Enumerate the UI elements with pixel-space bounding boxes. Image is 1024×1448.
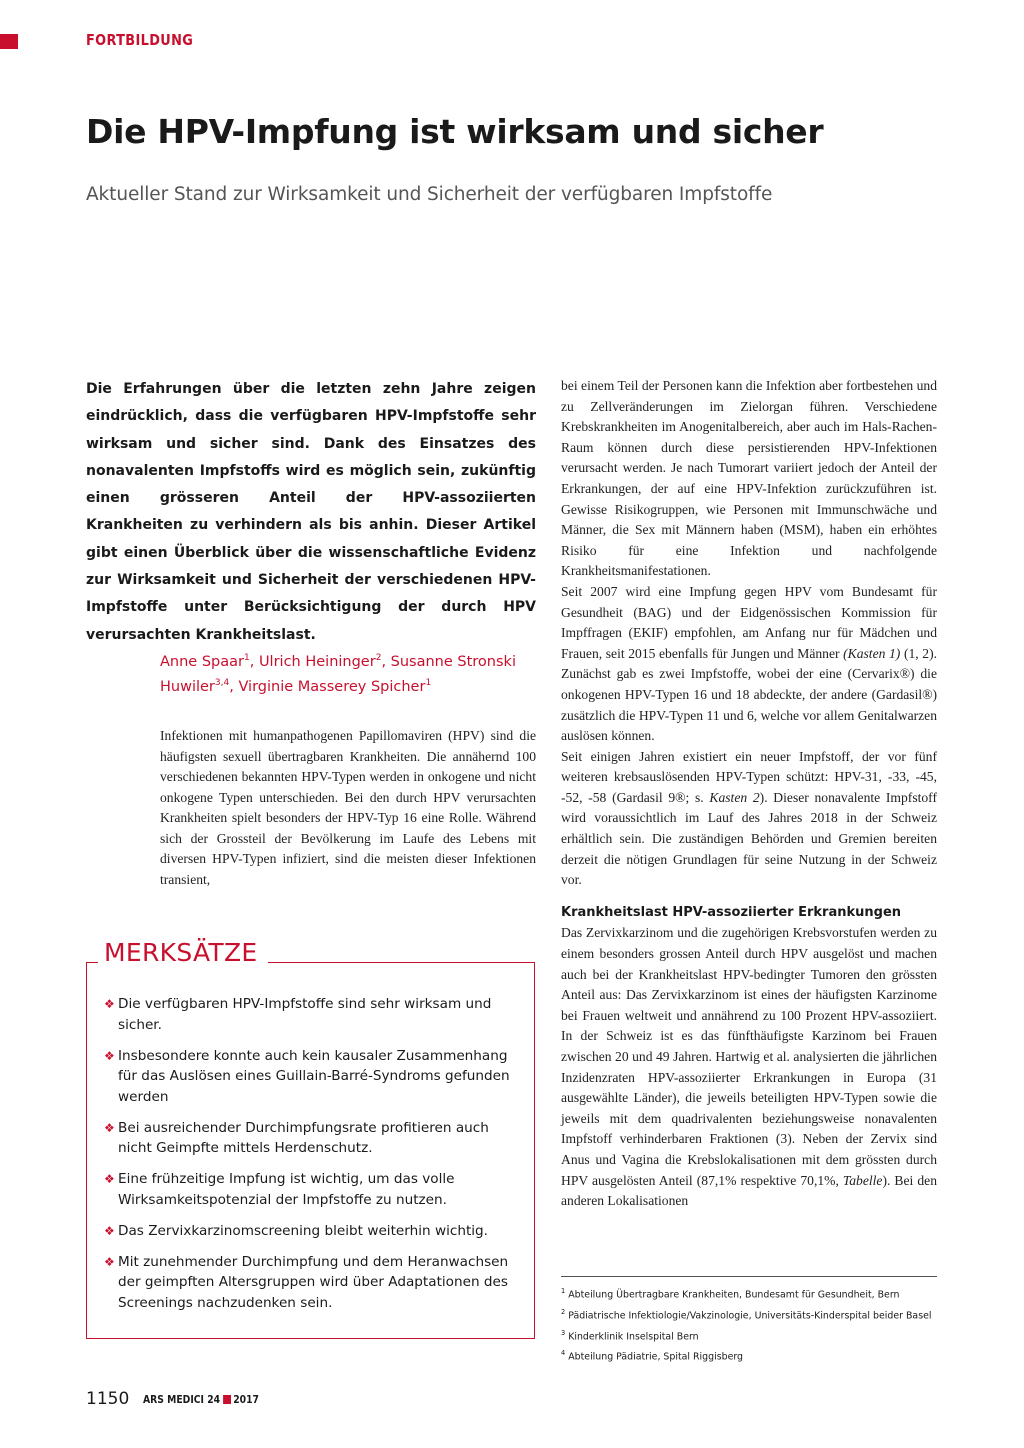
body-text: ). Bei den anderen Lokalisationen bbox=[561, 1172, 937, 1209]
footnote bbox=[561, 1304, 931, 1325]
bullet-icon: ❖ bbox=[104, 1223, 115, 1238]
article-title: Die HPV-Impfung ist wirksam und sicher bbox=[86, 112, 824, 151]
author-affiliation: 1 bbox=[425, 677, 432, 688]
section-heading: Krankheitslast HPV-assoziierter Erkrankungen bbox=[561, 904, 902, 920]
merksaetze-title: MERKSÄTZE bbox=[104, 938, 258, 967]
journal-info bbox=[143, 1394, 259, 1406]
box-border-right bbox=[268, 962, 535, 963]
footnote bbox=[561, 1283, 931, 1304]
bullet-icon: ❖ bbox=[104, 997, 115, 1011]
author-separator: , bbox=[381, 653, 391, 670]
page-number: 1150 bbox=[86, 1389, 130, 1409]
bullet-icon: ❖ bbox=[104, 1120, 115, 1135]
body-text: Seit 2007 wird eine Impfung gegen HPV vom Bundesamt für Gesundheit (BAG) und der Eidgenössischen Kommission für Impffragen (EKIF) empfohlen, am Anfang nur für Mädchen und Frauen, seit 2015 ebenfalls für Jungen und Männer bbox=[561, 583, 937, 661]
article-subtitle: Aktueller Stand zur Wirksamkeit und Sicherheit der verfügbaren Impfstoffe bbox=[86, 184, 773, 205]
intro-paragraph: Infektionen mit humanpathogenen Papillomaviren (HPV) sind die häufigsten sexuell übertragbaren Krankheiten. Die annähernd 100 verschiedenen bekannten HPV-Typen werden in onkogene und nicht onkogene Typen unterschieden. Bei den durch HPV verursachten Krankheiten spielt besonders der HPV-Typ 16 eine Rolle. Während sich der Grossteil der Bevölkerung im Laufe des Lebens mit diversen HPV-Typen infiziert, sind die meisten dieser Infektionen transient, bbox=[160, 728, 536, 887]
bullet-icon: ❖ bbox=[104, 1172, 115, 1186]
author-affiliation: 3,4 bbox=[214, 677, 230, 688]
section-label: FORTBILDUNG bbox=[86, 31, 194, 49]
body-paragraph bbox=[561, 923, 937, 1211]
journal-name: ARS MEDICI 24 bbox=[143, 1394, 221, 1406]
footnote-text: Pädiatrische Infektiologie/Vakzinologie, Universitäts-Kinderspital beider Basel bbox=[568, 1310, 932, 1322]
list-item-text: Mit zunehmender Durchimpfung und dem Heranwachsen der geimpften Altersgruppen wird über Adaptationen des Screenings nachzudenken sein. bbox=[118, 1253, 509, 1311]
list-item bbox=[104, 1118, 524, 1159]
author-name: Susanne Stronski Huwiler bbox=[160, 653, 516, 695]
list-item bbox=[104, 1046, 524, 1108]
footnote-divider bbox=[561, 1276, 937, 1277]
author-affiliation: 1 bbox=[243, 653, 250, 663]
author-name: Virginie Masserey Spicher bbox=[238, 678, 426, 695]
list-item bbox=[104, 1252, 524, 1314]
body-text: Seit einigen Jahren existiert ein neuer Impfstoff, der vor fünf weiteren krebsauslösenden HPV-Typen schützt: HPV-31, -33, -45, -52, -58 (Gardasil 9®; s. bbox=[561, 748, 937, 805]
bullet-icon: ❖ bbox=[104, 1048, 115, 1063]
footnote-text: Abteilung Pädiatrie, Spital Riggisberg bbox=[568, 1351, 744, 1363]
footnote-number: 3 bbox=[561, 1328, 566, 1337]
author-name: Anne Spaar bbox=[160, 653, 244, 670]
author-separator: , bbox=[229, 678, 239, 695]
bullet-icon: ❖ bbox=[104, 1254, 115, 1269]
table-reference: Tabelle bbox=[842, 1172, 883, 1188]
author-separator: , bbox=[249, 653, 259, 670]
author-affiliation: 2 bbox=[375, 653, 382, 663]
body-text: ). Dieser nonavalente Impfstoff wird voraussichtlich im Lauf des Jahres 2018 in der Schweiz erhältlich sein. Die zuständigen Behörden und Gremien bereiten derzeit die nötigen Grundlagen für seine Nutzung in der Schweiz vor. bbox=[561, 789, 937, 888]
box-border-left bbox=[86, 962, 98, 963]
list-item bbox=[104, 1169, 524, 1210]
list-item-text: Die verfügbaren HPV-Impfstoffe sind sehr wirksam und sicher. bbox=[118, 996, 492, 1033]
list-item-text: Insbesondere konnte auch kein kausaler Zusammenhang für das Auslösen eines Guillain-Barré-Syndroms gefunden werden bbox=[118, 1047, 510, 1105]
footnote-number: 4 bbox=[561, 1349, 566, 1358]
body-paragraph bbox=[561, 747, 937, 891]
footnote-text: Abteilung Übertragbare Krankheiten, Bundesamt für Gesundheit, Bern bbox=[568, 1289, 900, 1301]
list-item-text: Das Zervixkarzinomscreening bleibt weiterhin wichtig. bbox=[118, 1222, 488, 1239]
body-text: (1, 2). Zunächst gab es zwei Impfstoffe, wobei der eine (Cervarix®) die onkogenen HPV-Typen 16 und 18 abdeckte, der andere (Gardasil®) zusätzlich die HPV-Typen 11 und 6, welche vor allem Genitalwarzen auslösen können. bbox=[561, 645, 937, 744]
separator-square bbox=[223, 1395, 231, 1404]
list-item bbox=[104, 1221, 524, 1242]
merksaetze-list bbox=[104, 994, 524, 1324]
body-text: Das Zervixkarzinom und die zugehörigen Krebsvorstufen werden zu einem besonders grossen Anteil durch HPV ausgelöst und machen auch bei der Krankheitslast HPV-bedingter Tumoren den grössten Anteil aus: Das Zervixkarzinom ist eines der häufigsten Karzinome bei Frauen weltweit und annährend zu 100 Prozent HPV-assoziiert. In der Schweiz ist es das fünfthäufigste Karzinom bei Frauen zwischen 20 und 49 Jahren. Hartwig et al. analysierten die jährlichen Inzidenzraten HPV-assoziierter Erkrankungen in Europa (31 ausgewählte Länder), die jeweils beteiligten HPV-Typen sowie die jeweils mit dem quadrivalenten beziehungsweise nonavalenten Impfstoff verhinderbaren Fraktionen (3). Neben der Zervix sind Anus und Vagina die Krebslokalisationen mit dem grössten durch HPV ausgelösten Anteil (87,1% respektive 70,1%, bbox=[561, 925, 937, 1188]
footnote-number: 2 bbox=[561, 1307, 566, 1316]
abstract: Die Erfahrungen über die letzten zehn Jahre zeigen eindrücklich, dass die verfügbaren HPV-Impfstoffe sehr wirksam und sicher sind. Dank des Einsatzes des nonavalenten Impfstoffs wird es möglich sein, zukünftig einen grösseren Anteil der HPV-assoziierten Krankheiten zu verhindern als bis anhin. Dieser Artikel gibt einen Überblick über die wissenschaftliche Evidenz zur Wirksamkeit und Sicherheit der verschiedenen HPV-Impfstoffe unter Berücksichtigung der durch HPV verursachten Krankheitslast. bbox=[86, 381, 536, 643]
journal-year: 2017 bbox=[233, 1394, 259, 1406]
list-item-text: Eine frühzeitige Impfung ist wichtig, um das volle Wirksamkeitspotenzial der Impfstoffe zu nutzen. bbox=[118, 1171, 455, 1208]
section-marker bbox=[0, 34, 18, 49]
footnote-number: 1 bbox=[561, 1287, 566, 1295]
author-name: Ulrich Heininger bbox=[258, 653, 376, 670]
box-reference: (Kasten 1) bbox=[843, 645, 901, 661]
list-item-text: Bei ausreichender Durchimpfungsrate profitieren auch nicht Geimpfte mittels Herdenschutz. bbox=[118, 1119, 489, 1156]
right-column bbox=[561, 376, 937, 1212]
footnotes bbox=[561, 1283, 931, 1366]
footnote bbox=[561, 1325, 931, 1346]
footnote bbox=[561, 1345, 931, 1366]
body-paragraph: bei einem Teil der Personen kann die Infektion aber fortbestehen und zu Zellveränderungen im Zielorgan führen. Verschiedene Krebskrankheiten im Anogenitalbereich, aber auch im Hals-Rachen-Raum können durch diese persistierenden HPV-Infektionen verursacht werden. Je nach Tumorart variiert jedoch der Anteil der Erkrankungen, der auf eine HPV-Infektion zurückzuführen ist. Gewisse Risikogruppen, wie Personen mit Immunschwäche und Männer, die Sex mit Männern haben (MSM), haben ein erhöhtes Risiko für eine Infektion und nachfolgende Krankheitsmanifestationen. bbox=[561, 378, 937, 579]
list-item bbox=[104, 994, 524, 1035]
box-reference: Kasten 2 bbox=[709, 789, 760, 805]
body-paragraph bbox=[561, 582, 937, 747]
footnote-text: Kinderklinik Inselspital Bern bbox=[568, 1330, 699, 1342]
author-list bbox=[160, 648, 540, 698]
